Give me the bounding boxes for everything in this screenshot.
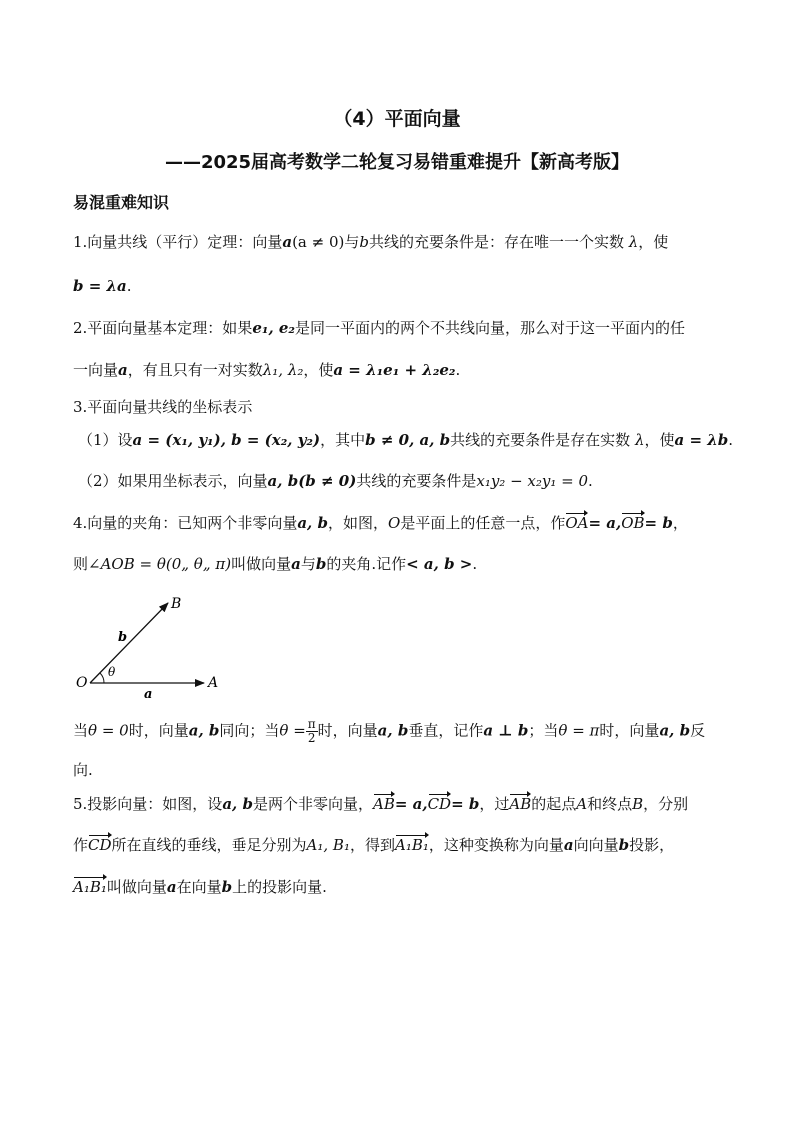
label-B: B: [171, 596, 182, 612]
item-3-heading: 3.平面向量共线的坐标表示: [73, 398, 253, 416]
item-2-line-1: 2.平面向量基本定理：如果e₁, e₂是同一平面内的两个不共线向量，那么对于这一平面内的任: [73, 319, 686, 337]
page-title: （4）平面向量: [333, 108, 461, 130]
label-O: O: [76, 675, 88, 691]
label-a: a: [144, 687, 153, 700]
item-3-line-1: （1）设a = (x₁, y₁), b = (x₂, y₂)，其中b ≠ 0, a, b共线的充要条件是存在实数 λ，使a = λb.: [78, 431, 734, 449]
label-theta: θ: [108, 665, 116, 679]
section-heading: 易混重难知识: [73, 193, 170, 212]
item-5-line-1: 5.投影向量：如图，设a, b是两个非零向量，AB= a,CD= b，过AB的起点A和终点B，分别: [73, 795, 689, 813]
item-1-line-1: 1.向量共线（平行）定理：向量a(a ≠ 0)与b共线的充要条件是：存在唯一一个实数 λ，使: [73, 233, 669, 251]
item-2-line-2: 一向量a，有且只有一对实数λ₁, λ₂，使a = λ₁e₁ + λ₂e₂.: [73, 361, 461, 379]
item-1-line-2: b = λa.: [73, 277, 132, 295]
label-A: A: [208, 675, 219, 691]
item-5-line-2: 作CD所在直线的垂线，垂足分别为A₁, B₁，得到A₁B₁，这种变换称为向量a向向量b投影，: [73, 836, 675, 854]
angle-cases-line-1: 当θ = 0时，向量a, b同向；当θ = $\frac{\pi}{2}$ 时，向量a, b垂直，记作a ⊥ b；当θ = π时，向量a, b反: [73, 717, 706, 745]
item-5-line-3: A₁B₁叫做向量a在向量b上的投影向量.: [73, 878, 327, 896]
item-4-line-2: 则∠AOB = θ(0„ θ„ π)叫做向量a与b的夹角.记作< a, b >.: [73, 555, 478, 573]
angle-arc: [100, 673, 104, 683]
page-subtitle: ——2025届高考数学二轮复习易错重难提升【新高考版】: [164, 152, 630, 173]
item-3-line-2: （2）如果用坐标表示，向量a, b(b ≠ 0)共线的充要条件是x₁y₂ − x₂y₁ = 0.: [78, 472, 593, 490]
item-4-line-1: 4.向量的夹角：已知两个非零向量a, b，如图，O是平面上的任意一点，作OA= a,OB= b，: [73, 514, 688, 532]
vector-b-line: [90, 603, 168, 683]
pi-over-2-fraction: $\frac{\pi}{2}$: [307, 717, 316, 745]
angle-cases-line-2: 向.: [73, 761, 93, 779]
label-b: b: [118, 630, 128, 645]
angle-figure: [70, 590, 240, 700]
